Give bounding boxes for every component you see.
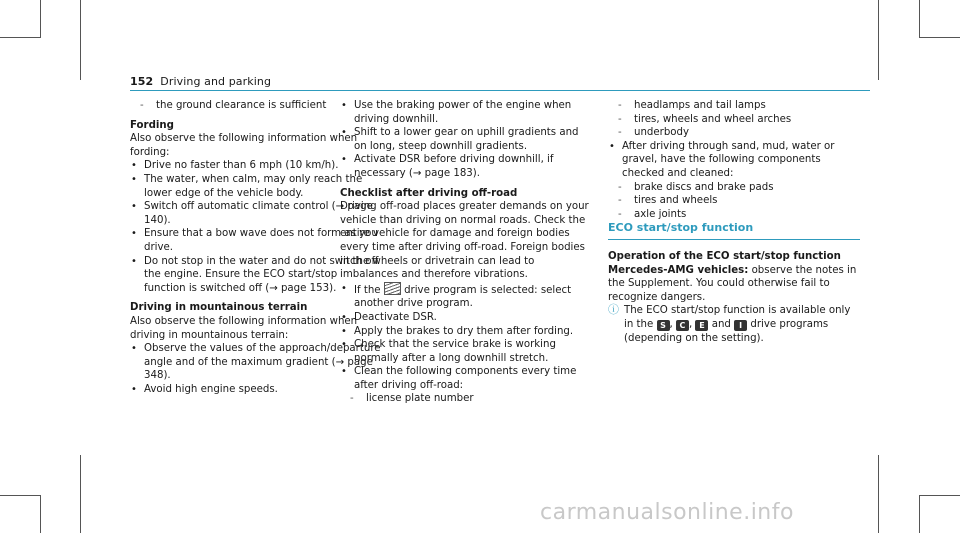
crop-mark [878,0,879,80]
mountain-intro: Also observe the following information when driving in mountainous terrain: [130,315,358,341]
list-item: • The water, when calm, may only reach the lower edge of the vehicle body. [130,173,382,200]
checklist-intro: Driving off-road places greater demands on your vehicle than driving on normal roads. Check the entire vehicle for damage and foreign bodies every time after driving off-road. Foreign bodies in the wheels or drivetrain can lead to imbalances and therefore vibrations. [340,201,589,281]
info-icon: ⓘ [608,303,619,317]
dash-item: - headlamps and tail lamps [608,99,860,113]
crop-mark [80,455,81,533]
fording-heading: Fording [130,119,174,131]
list-item: • Activate DSR before driving downhill, if necessary (→ page 183). [340,153,592,180]
crop-mark [80,0,81,80]
program-e-icon: E [695,320,708,331]
crop-mark [40,495,41,533]
fording-intro: Also observe the following information when fording: [130,133,358,158]
crop-mark [0,495,41,496]
dash-item: - underbody [608,126,860,140]
section-title: Driving and parking [160,75,272,88]
crop-mark [919,0,920,38]
crop-mark [919,37,960,38]
list-item: • After driving through sand, mud, water or gravel, have the following components checked and cleaned: [608,140,860,181]
amg-paragraph [608,264,860,305]
program-c-icon: C [676,320,689,331]
watermark: carmanualsonline.info [540,500,794,525]
list-item: • Check that the service brake is working normally after a long downhill stretch. [340,338,592,365]
list-item [340,282,592,311]
dash-item: - license plate number [340,392,592,406]
list-item: • Deactivate DSR. [340,311,592,325]
page-number: 152 [130,75,154,88]
mountain-heading: Driving in mountainous terrain [130,302,308,314]
dash-item: - tires, wheels and wheel arches [608,113,860,127]
amg-text: observe the notes in the Supplement. You could otherwise fail to recognize dangers. [608,264,857,303]
list-item: • Shift to a lower gear on uphill gradients and on long, steep downhill gradients. [340,126,592,153]
list-item: • Do not stop in the water and do not switch off the engine. Ensure the ECO start/stop function is switched off (→ page 153). [130,255,382,296]
eco-section-title: ECO start/stop function [608,221,860,240]
list-item: • Switch off automatic climate control (→ page 140). [130,200,382,227]
list-item: • Ensure that a bow wave does not form as you drive. [130,227,382,254]
crop-mark [919,495,920,533]
list-item: • Observe the values of the approach/departure angle and of the maximum gradient (→ page 348). [130,342,382,383]
checklist-heading: Checklist after driving off-road [340,187,518,199]
note-pre: The ECO start/stop function is available only in the [624,305,851,330]
crop-mark [919,495,960,496]
terrain-program-icon [384,282,401,295]
column-2 [340,99,592,406]
note: ⓘ The ECO start/stop function is available only in the S , C , E and I drive programs (depending on the setting). [608,303,851,344]
and-text: and [711,318,731,330]
dash-item: - the ground clearance is sufficient [130,99,382,113]
note-post: drive programs (depending on the setting). [624,318,829,344]
operation-heading: Operation of the ECO start/stop function [608,250,841,262]
dash-item: - tires and wheels [608,194,860,208]
list-item: • Apply the brakes to dry them after fording. [340,325,592,339]
list-item: • Drive no faster than 6 mph (10 km/h). [130,159,382,173]
column-3 [608,99,860,345]
list-item: • Use the braking power of the engine when driving downhill. [340,99,592,126]
page-header [130,75,271,88]
crop-mark [878,455,879,533]
amg-label: Mercedes-AMG vehicles: [608,264,749,276]
program-s-icon: S [657,320,670,331]
crop-mark [0,37,41,38]
program-i-icon: I [734,320,747,331]
dash-item: - axle joints [608,208,860,222]
list-item: • Clean the following components every time after driving off-road: [340,365,592,392]
dash-item: - brake discs and brake pads [608,181,860,195]
if-the-text: If the [354,284,381,296]
if-rest-text: drive program is selected: select another drive program. [354,284,572,310]
crop-mark [40,0,41,38]
header-rule [130,90,870,91]
list-item: • Avoid high engine speeds. [130,383,382,397]
